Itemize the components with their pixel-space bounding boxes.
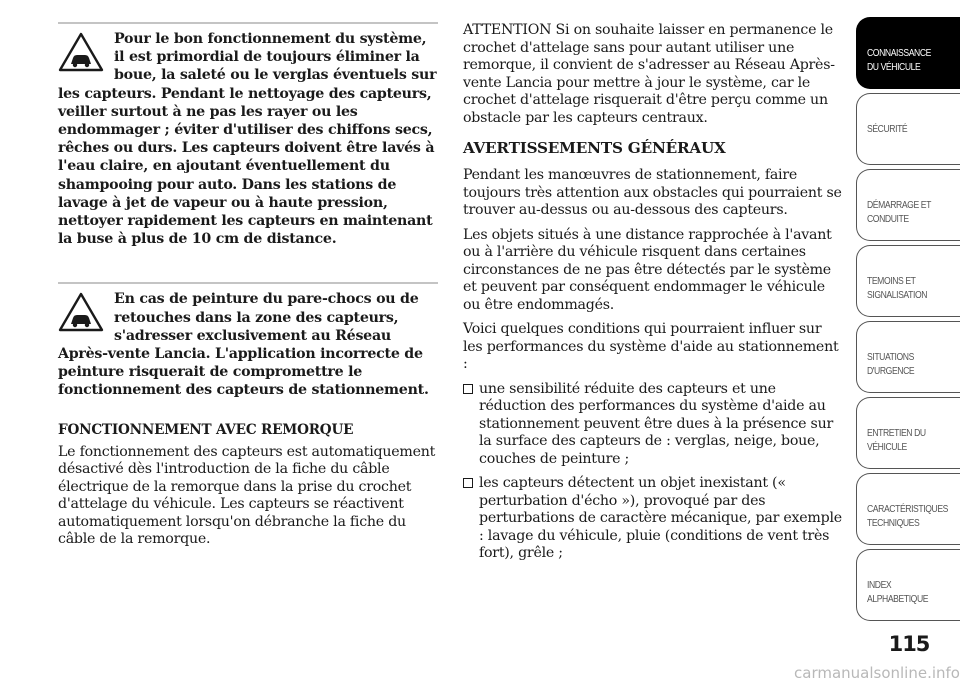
warning-box-paint [58,282,438,399]
checkbox-bullet-icon [463,478,473,488]
warning-rule [58,282,438,284]
warning-box-cleaning [58,22,438,248]
warning-text-paint: En cas de peinture du pare-chocs ou de retouches dans la zone des capteurs, s'adresser exclusivement au Réseau Après-vente Lancia. L'application incorrecte de peinture risquerait de compromettre le fonctionnement des capteurs de stationnement. [58,291,429,399]
general-paragraph-1: Pendant les manœuvres de stationnement, faire toujours très attention aux obstacles qui pourraient se trouver au-dessus ou au-dessous des capteurs. [463,167,842,218]
tab-label: SITUATIONS D'URGENCE [867,351,915,377]
watermark: carmanualsonline.info [794,664,960,682]
general-paragraph-2: Les objets situés à une distance rapprochée à l'avant ou à l'arrière du véhicule risquent dans certaines circonstances de ne pas être détectés par le système et peuvent par conséquent endommager le véhicule ou être endommagés. [463,226,832,313]
checkbox-bullet-icon [463,384,473,394]
tab-securite[interactable] [856,93,960,165]
tab-label: SÉCURITÉ [867,123,908,135]
tab-index-alphabetique[interactable] [856,549,960,621]
list-item: les capteurs détectent un objet inexistant (« perturbation d'écho »), provoqué par des perturbations de caractère mécanique, par exemple : lavage du véhicule, pluie (conditions de vent très fort), grêle ; [463,475,843,563]
tab-label: ENTRETIEN DU VÉHICULE [867,427,926,453]
trailer-section [58,422,438,549]
general-paragraph-3: Voici quelques conditions qui pourraient influer sur les performances du système d'aide au stationnement : [463,321,839,372]
tab-demarrage-et-conduite[interactable] [856,169,960,241]
tab-label: INDEX ALPHABETIQUE [867,579,929,605]
warning-text-cleaning: Pour le bon fonctionnement du système, il est primordial de toujours éliminer la boue, la saleté ou le verglas éventuels sur les capteurs. Pendant le nettoyage des capteurs, veiller surtout à ne pas les rayer ou les endommager ; éviter d'utiliser des chiffons secs, rêches ou durs. Les capteurs doivent être lavés à l'eau claire, en ajoutant éventuellement du shampooing pour auto. Dans les stations de lavage à jet de vapeur ou à haute pression, nettoyer rapidement les capteurs en maintenant la buse à plus de 10 cm de distance. [58,31,437,248]
tab-label: CARACTÉRISTIQUES TECHNIQUES [867,503,948,529]
page-number: 115 [888,632,930,656]
car-warning-triangle-icon [58,32,104,72]
attention-paragraph: ATTENTION Si on souhaite laisser en permanence le crochet d'attelage sans pour autant utiliser une remorque, il convient de s'adresser au Réseau Après-vente Lancia pour mettre à jour le système, car le crochet d'attelage risquerait d'être perçu comme un obstacle par les capteurs centraux. [463,22,835,126]
tab-label: DÉMARRAGE ET CONDUITE [867,199,931,225]
tab-label: CONNAISSANCE DU VÉHICULE [867,47,931,73]
right-column [463,22,843,570]
section-heading-general-warnings: AVERTISSEMENTS GÉNÉRAUX [463,139,726,157]
tab-situations-durgence[interactable] [856,321,960,393]
tab-label: TEMOINS ET SIGNALISATION [867,275,928,301]
tab-connaissance-du-vehicule[interactable] [856,17,960,89]
car-warning-triangle-icon [58,292,104,332]
tab-temoins-et-signalisation[interactable] [856,245,960,317]
section-heading-trailer: FONCTIONNEMENT AVEC REMORQUE [58,421,354,438]
tab-caracteristiques-techniques[interactable] [856,473,960,545]
left-column [58,0,438,549]
list-item: une sensibilité réduite des capteurs et une réduction des performances du système d'aide au stationnement peuvent être dues à la présence sur la surface des capteurs de : verglas, neige, boue, couches de peinture ; [463,381,843,469]
chapter-tabs [856,17,960,625]
warning-rule [58,22,438,24]
trailer-paragraph: Le fonctionnement des capteurs est automatiquement désactivé dès l'introduction de la fiche du câble électrique de la remorque dans la prise du crochet d'attelage du véhicule. Les capteurs se réactivent automatiquement lorsqu'on débranche la fiche du câble de la remorque. [58,443,436,548]
tab-entretien-du-vehicule[interactable] [856,397,960,469]
